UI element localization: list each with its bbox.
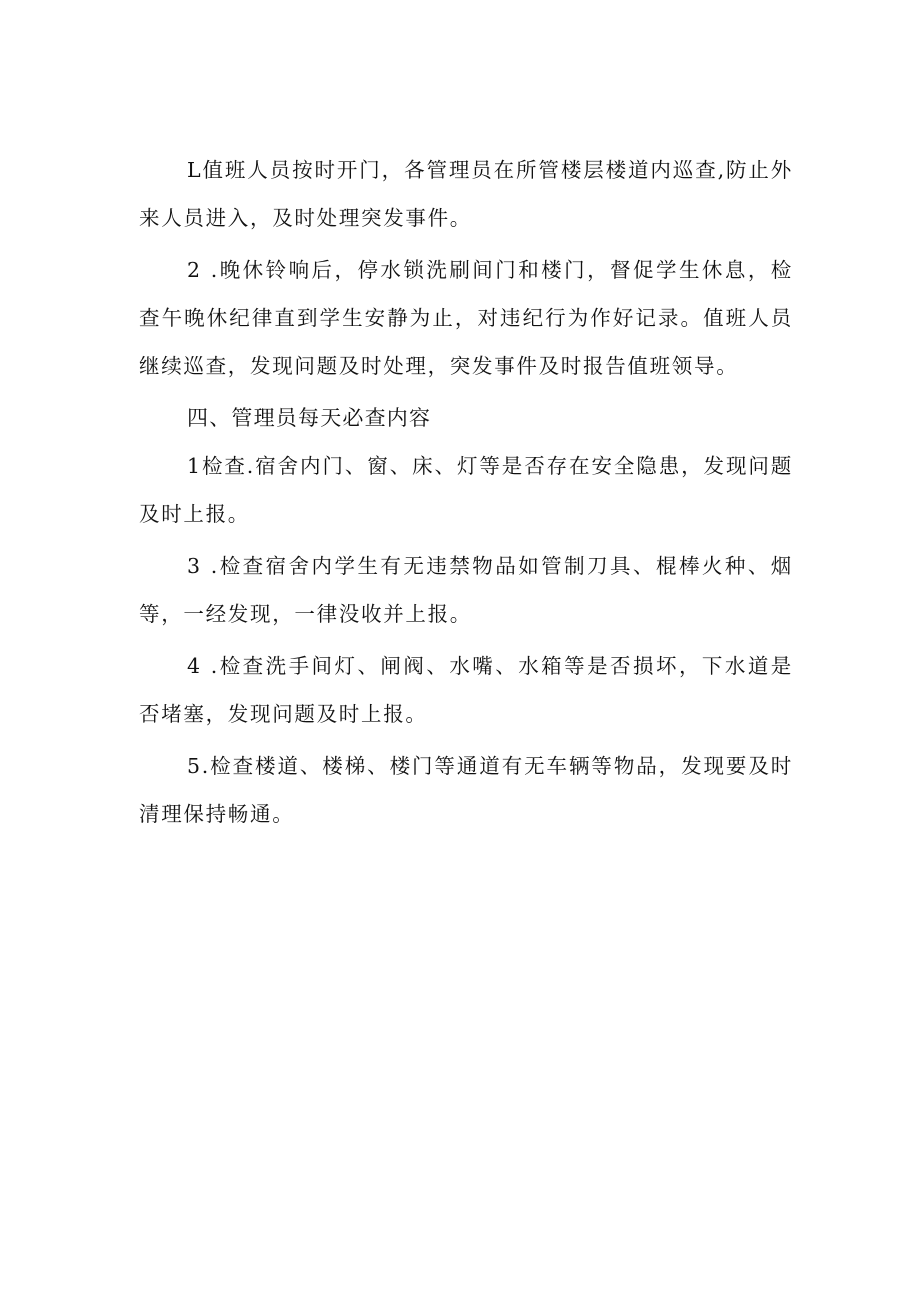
- document-body: [139, 146, 793, 838]
- section-heading: 四、管理员每天必查内容: [187, 406, 432, 430]
- paragraph-1: L值班人员按时开门，各管理员在所管楼层楼道内巡查,防止外来人员进入，及时处理突发事件。: [139, 158, 793, 230]
- check-item-1: 1检查.宿舍内门、窗、床、灯等是否存在安全隐患，发现问题及时上报。: [139, 454, 793, 526]
- paragraph-2: 2 .晚休铃响后，停水锁洗刷间门和楼门，督促学生休息，检查午晚休纪律直到学生安静为止，对违纪行为作好记录。值班人员继续巡查，发现问题及时处理，突发事件及时报告值班领导。: [139, 258, 793, 378]
- check-item-5: 5.检查楼道、楼梯、楼门等通道有无车辆等物品，发现要及时清理保持畅通。: [139, 754, 793, 826]
- check-item-4: 4 .检查洗手间灯、闸阀、水嘴、水箱等是否损坏，下水道是否堵塞，发现问题及时上报。: [139, 654, 793, 726]
- check-item-3: 3 .检查宿舍内学生有无违禁物品如管制刀具、棍棒火种、烟等，一经发现，一律没收并上报。: [139, 554, 793, 626]
